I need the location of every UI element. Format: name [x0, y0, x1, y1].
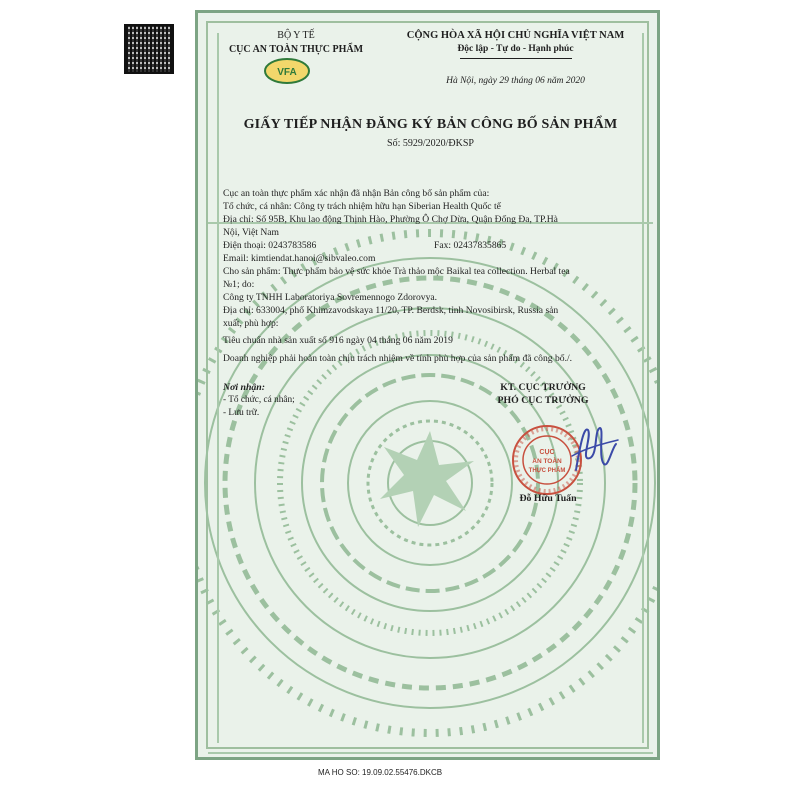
nation-title: CỘNG HÒA XÃ HỘI CHỦ NGHĨA VIỆT NAM: [406, 30, 625, 41]
agency-name: CỤC AN TOÀN THỰC PHẨM: [228, 44, 364, 55]
body-phone: Điện thoại: 0243783586: [223, 240, 317, 251]
certificate: [195, 10, 660, 760]
body-intro: Cục an toàn thực phẩm xác nhận đã nhận Bản công bố sản phẩm của:: [223, 188, 490, 199]
vfa-logo: [264, 57, 310, 85]
svg-text:CỤC: CỤC: [539, 449, 555, 456]
handwritten-signature: [570, 418, 620, 478]
document-number: Số: 5929/2020/ĐKSP: [387, 138, 474, 149]
recipient-item: - Tổ chức, cá nhân;: [223, 395, 295, 405]
body-manufacturer: Công ty TNHH Laboratoriya Sovremennogo Zdorovya.: [223, 292, 438, 303]
body-email: Email: kimtiendat.hanoi@sibvaleo.com: [223, 253, 376, 264]
svg-text:VFA: VFA: [277, 67, 297, 78]
svg-text:AN TOÀN: AN TOÀN: [532, 458, 562, 465]
body-standard: Tiêu chuẩn nhà sản xuất số 916 ngày 04 tháng 06 năm 2019: [223, 335, 453, 346]
body-fax: Fax: 02437835865: [434, 240, 507, 251]
ministry-name: BỘ Y TẾ: [277, 30, 315, 41]
qr-code: [126, 26, 172, 72]
body-product-line-1: Cho sản phẩm: Thực phẩm bảo vệ sức khỏe Trà thảo mộc Baikal tea collection. Herbal tea: [223, 266, 570, 277]
signer-name: Đỗ Hữu Tuấn: [519, 493, 577, 504]
body-product-line-2: №1; do:: [223, 279, 255, 290]
body-responsibility: Doanh nghiệp phải hoàn toàn chịu trách nhiệm về tính phù hợp của sản phẩm đã công bố./.: [223, 353, 573, 364]
file-code: MA HO SO: 19.09.02.55476.DKCB: [318, 768, 443, 777]
signature-subtitle: PHÓ CỤC TRƯỞNG: [497, 395, 589, 406]
body-address-line-2: Nội, Việt Nam: [223, 227, 280, 238]
issue-date: Hà Nội, ngày 29 tháng 06 năm 2020: [446, 76, 585, 86]
motto-underline: [460, 58, 572, 59]
recipient-item: - Lưu trữ.: [223, 408, 260, 418]
body-address-line-1: Địa chỉ: Số 95B, Khu lao động Thịnh Hào, Phường Ô Chợ Dừa, Quận Đống Đa, TP.Hà: [223, 214, 558, 225]
svg-text:THỰC PHẨM: THỰC PHẨM: [528, 468, 566, 474]
body-manufacturer-address-line-1: Địa chỉ: 633004, phố Khimzavodskaya 11/20, TP. Berdsk, tỉnh Novosibirsk, Russia sản: [223, 305, 559, 316]
certificate-content: [198, 13, 660, 760]
body-manufacturer-address-line-2: xuất, phù hợp:: [223, 318, 279, 329]
recipients-title: Nơi nhận:: [223, 382, 266, 393]
signature-title: KT. CỤC TRƯỞNG: [500, 382, 586, 393]
body-organization: Tổ chức, cá nhân: Công ty trách nhiệm hữu hạn Siberian Health Quốc tế: [223, 201, 501, 212]
document-title: GIẤY TIẾP NHẬN ĐĂNG KÝ BẢN CÔNG BỐ SẢN PHẨM: [243, 117, 618, 132]
nation-motto: Độc lập - Tự do - Hạnh phúc: [457, 44, 574, 54]
